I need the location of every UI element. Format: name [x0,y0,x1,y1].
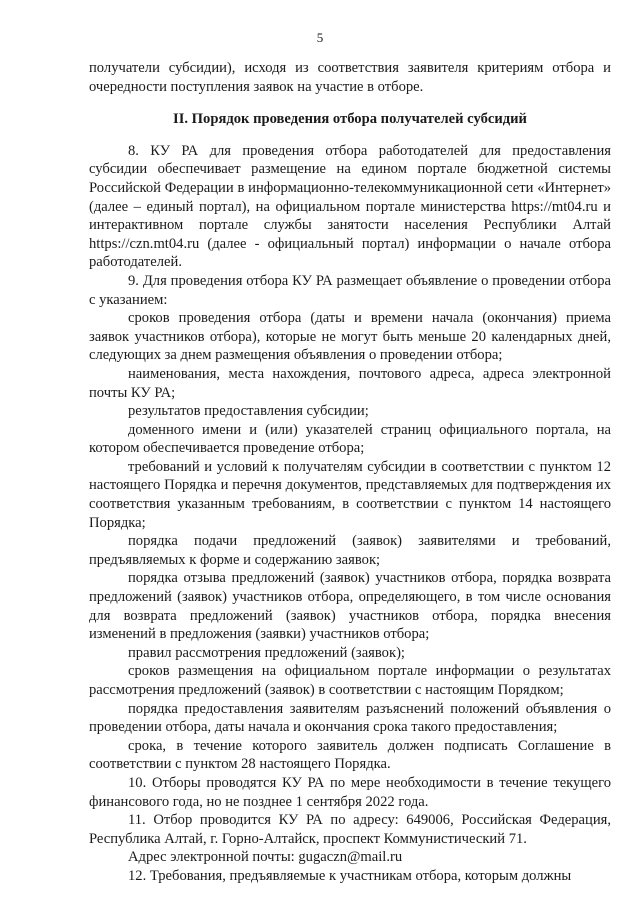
section-heading: II. Порядок проведения отбора получателей субсидий [173,111,527,128]
paragraph-9: 9. Для проведения отбора КУ РА размещает объявление о проведении отбора с указанием: [89,272,611,308]
list-item-contacts: наименования, места нахождения, почтового адреса, адреса электронной почты КУ РА; [89,365,611,401]
page-number: 5 [316,30,324,45]
paragraph-8: 8. КУ РА для проведения отбора работодателей для предоставления субсидии обеспечивает размещение на едином портале бюджетной системы Российской Федерации в информационно-телекоммуникационной сети «Интернет» (далее – единый портал), на официальном портале министерства https://mt04.ru и интерактивном портале службы занятости населения Республики Алтай https://czn.mt04.ru (далее - официальный портал) информации о начале отбора работодателей. [89,142,611,271]
paragraph-10: 10. Отборы проводятся КУ РА по мере необходимости в течение текущего финансового года, но не позднее 1 сентября 2022 года. [89,774,611,810]
list-item-deadlines: сроков проведения отбора (даты и времени начала (окончания) приема заявок участников отбора), которые не могут быть меньше 20 календарных дней, следующих за днем размещения объявления о проведении отбора; [89,310,611,364]
paragraph-12: 12. Требования, предъявляемые к участникам отбора, которым должны [128,867,572,884]
list-item-requirements: требований и условий к получателям субсидии в соответствии с пунктом 12 настоящего Порядка и перечня документов, представляемых для подтверждения их соответствия указанным требованиям, в соответствии с пунктом 14 настоящего Порядка; [89,458,611,531]
list-item-results: результатов предоставления субсидии; [128,403,369,420]
document-body [89,59,611,886]
list-item-submission: порядка подачи предложений (заявок) заявителями и требований, предъявляемых к форме и содержанию заявок; [89,533,611,568]
list-item-publication: сроков размещения на официальном портале информации о результатах рассмотрения предложений (заявок) в соответствии с настоящим Порядком; [89,663,611,698]
list-item-review-rules: правил рассмотрения предложений (заявок); [128,644,405,661]
paragraph-11: 11. Отбор проводится КУ РА по адресу: 649006, Российская Федерация, Республика Алтай, г. Горно-Алтайск, проспект Коммунистический 71. [89,812,611,847]
list-item-domain: доменного имени и (или) указателей страниц официального портала, на котором обеспечивается проведение отбора; [89,421,611,457]
list-item-agreement-term: срока, в течение которого заявитель должен подписать Соглашение в соответствии с пунктом 28 настоящего Порядка. [89,737,611,773]
list-item-withdrawal: порядка отзыва предложений (заявок) участников отбора, порядка возврата предложений (заявок) участников отбора, определяющего, в том числе основания для возврата предложений (заявок) участников отбора, порядка внесения изменений в предложения (заявки) участников отбора; [89,570,611,643]
intro-paragraph: получатели субсидии), исходя из соответствия заявителя критериям отбора и очередности поступления заявок на участие в отборе. [89,60,611,95]
list-item-clarifications: порядка предоставления заявителям разъяснений положений объявления о проведении отбора, даты начала и окончания срока такого предоставления; [89,700,611,736]
email-line: Адрес электронной почты: gugaczn@mail.ru [128,849,403,866]
